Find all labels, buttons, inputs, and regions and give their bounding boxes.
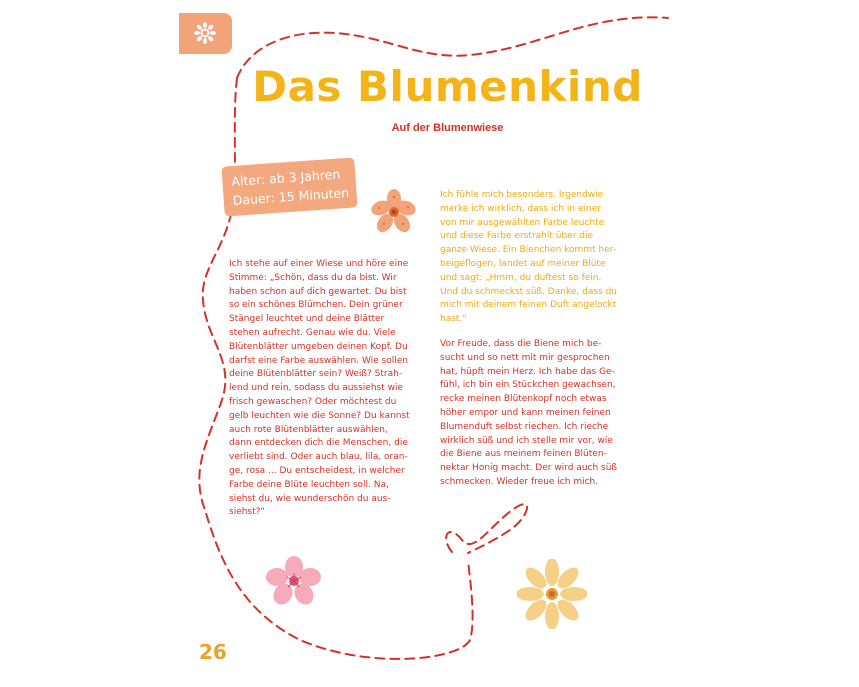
page-number: 26: [199, 640, 227, 664]
info-box: [221, 157, 357, 216]
story-column-right-yellow: Ich fühle mich besonders. Irgendwie merke ich wirklich, dass ich in einer von mir ausgewählten Farbe leuchte und diese Farbe erstrahlt über die ganze Wiese. Ein Bienchen kommt her- beigeflogen, landet auf meiner Blüte und sagt: „Hmm, du duftest so fein. Und du schmeckst süß. Danke, dass du mich mit deinem feinen Duft angelockt hast.“: [440, 190, 617, 325]
orange-watercolor-flower: [370, 188, 418, 236]
pink-watercolor-flower: [266, 556, 322, 606]
age-info: Alter: ab 3 Jahren: [230, 166, 341, 190]
story-column-right-red: Vor Freude, dass die Biene mich be- sucht und so nett mit mir gesprochen hat, hüpft mein Herz. Ich habe das Ge- fühl, ich bin ein Stückchen gewachsen, recke meinen Blütenkopf noch etwas höher empor und kann meinen feinen Blumenduft selbst riechen. Ich rieche wirklich süß und ich stelle mir vor, wie die Biene aus meinem feinen Blüten- nektar Honig macht. Der wird auch süß schmecken. Wieder freue ich mich.: [440, 339, 618, 487]
page-subtitle: Auf der Blumenwiese: [391, 122, 504, 134]
story-column-left: Ich stehe auf einer Wiese und höre eine Stimme: „Schön, dass du da bist. Wir haben schon auf dich gewartet. Du bist so ein schönes Blümchen. Dein grüner Stängel leuchtet und deine Blätter stehen aufrecht. Genau wie du. Viele Blütenblätter umgeben deinen Kopf. Du darfst eine Farbe auswählen. Wie sollen deine Blütenblätter sein? Weiß? Strah- lend und rein, sodass du aussiehst wie frisch gewaschen? Oder möchtest du gelb leuchten wie die Sonne? Du kannst auch rote Blütenblätter auswählen, dann entdecken dich die Menschen, die verliebt sind. Oder auch blau, lila, oran- ge, rosa ... Du entscheidest, in welcher Farbe deine Blüte leuchten soll. Na, siehst du, wie wunderschön du aus- siehst?“: [229, 259, 410, 518]
yellow-watercolor-flower: [517, 559, 587, 629]
page-title: Das Blumenkind: [252, 62, 643, 111]
duration-info: Dauer: 15 Minuten: [232, 184, 350, 208]
